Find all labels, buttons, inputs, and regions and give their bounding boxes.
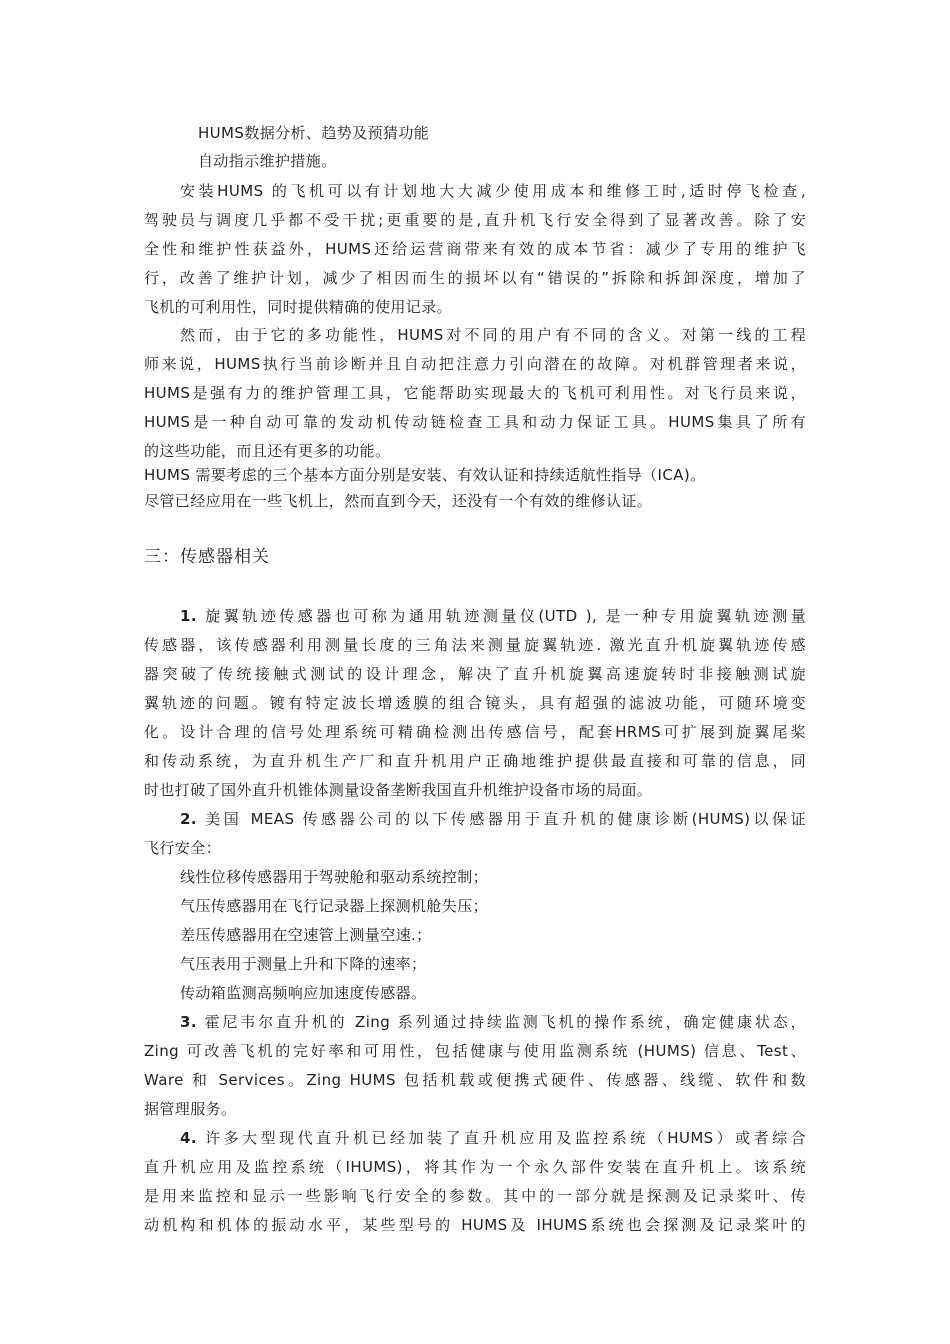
sensor-list-item: 气压表用于测量上升和下降的速率； <box>180 955 427 973</box>
item4-line: 动机构和机体的振动水平，某些型号的 HUMS及 IHUMS系统也会探测及记录桨叶的 <box>144 1216 806 1234</box>
item2-first-line <box>180 809 806 829</box>
para1-line: 安装HUMS 的飞机可以有计划地大大减少使用成本和维修工时,适时停飞检查, <box>180 182 806 200</box>
item1-first-line <box>180 606 806 626</box>
para1-line: 行，改善了维护计划，减少了相因而生的损坏以有“错误的”拆除和拆卸深度，增加了 <box>144 269 806 287</box>
item4-text: 许多大型现代直升机已经加装了直升机应用及监控系统（HUMS）或者综合 <box>205 1129 807 1147</box>
para2-line: HUMS是强有力的维护管理工具，它能帮助实现最大的飞机可利用性。对飞行员来说， <box>144 384 806 402</box>
para3-line: 尽管已经应用在一些飞机上，然而直到今天，还没有一个有效的维修认证。 <box>144 492 653 510</box>
item4-line: 是用来监控和显示一些影响飞行安全的参数。其中的一部分就是探测及记录桨叶、传 <box>144 1187 806 1205</box>
para1-line: 飞机的可利用性，同时提供精确的使用记录。 <box>144 298 453 316</box>
item1-line: 时也打破了国外直升机锥体测量设备垄断我国直升机维护设备市场的局面。 <box>144 781 653 799</box>
para2-line: 然而，由于它的多功能性，HUMS对不同的用户有不同的含义。对第一线的工程 <box>180 326 806 344</box>
item4-first-line <box>180 1128 806 1148</box>
item3-line: Zing 可改善飞机的完好率和可用性，包括健康与使用监测系统 (HUMS) 信息、Test、 <box>144 1042 806 1060</box>
para2-line: HUMS是一种自动可靠的发动机传动链检查工具和动力保证工具。HUMS集具了所有 <box>144 413 806 431</box>
item4-number: 4. <box>180 1129 197 1147</box>
item1-text: 旋翼轨迹传感器也可称为通用轨迹测量仪(UTD ), 是一种专用旋翼轨迹测量 <box>205 607 806 625</box>
item4-line: 直升机应用及监控系统（IHUMS)，将其作为一个永久部件安装在直升机上。该系统 <box>144 1158 806 1176</box>
para1-line: 全性和维护性获益外，HUMS还给运营商带来有效的成本节省：减少了专用的维护飞 <box>144 240 806 258</box>
item3-line: Ware 和 Services。Zing HUMS 包括机载或便携式硬件、传感器、线缆、软件和数 <box>144 1071 806 1089</box>
item3-number: 3. <box>180 1013 197 1031</box>
item2-text: 美国 MEAS 传感器公司的以下传感器用于直升机的健康诊断(HUMS)以保证 <box>205 810 806 828</box>
bullet-item: 自动指示维护措施。 <box>198 152 337 170</box>
item3-text: 霍尼韦尔直升机的 Zing 系列通过持续监测飞机的操作系统，确定健康状态， <box>204 1013 806 1031</box>
item3-first-line <box>180 1012 806 1032</box>
item1-line: 和传动系统，为直升机生产厂和直升机用户正确地维护提供最直接和可靠的信息，同 <box>144 752 806 770</box>
sensor-list-item: 传动箱监测高频响应加速度传感器。 <box>180 984 427 1002</box>
para2-line: 的这些功能，而且还有更多的功能。 <box>144 442 391 460</box>
item3-line: 据管理服务。 <box>144 1100 237 1118</box>
para1-line: 驾驶员与调度几乎都不受干扰;更重要的是,直升机飞行安全得到了显著改善。除了安 <box>144 211 806 229</box>
item1-line: 翼轨迹的问题。镀有特定波长增透膜的组合镜头，具有超强的滤波功能，可随环境变 <box>144 694 806 712</box>
item1-line: 化。设计合理的信号处理系统可精确检测出传感信号，配套HRMS可扩展到旋翼尾桨 <box>144 723 806 741</box>
section-heading: 三：传感器相关 <box>144 547 270 567</box>
sensor-list-item: 差压传感器用在空速管上测量空速.； <box>180 926 432 944</box>
para2-line: 师来说，HUMS执行当前诊断并且自动把注意力引向潜在的故障。对机群管理者来说， <box>144 355 806 373</box>
item2-number: 2. <box>180 810 197 828</box>
item2-line: 飞行安全： <box>144 839 222 857</box>
sensor-list-item: 线性位移传感器用于驾驶舱和驱动系统控制； <box>180 868 489 886</box>
bullet-title: HUMS数据分析、趋势及预猜功能 <box>198 124 430 142</box>
item1-number: 1. <box>180 607 197 625</box>
para3-line: HUMS 需要考虑的三个基本方面分别是安装、有效认证和持续适航性指导（ICA)。 <box>144 466 706 484</box>
sensor-list-item: 气压传感器用在飞行记录器上探测机舱失压； <box>180 897 489 915</box>
item1-line: 器突破了传统接触式测试的设计理念，解决了直升机旋翼高速旋转时非接触测试旋 <box>144 665 806 683</box>
item1-line: 传感器，该传感器利用测量长度的三角法来测量旋翼轨迹. 激光直升机旋翼轨迹传感 <box>144 636 806 654</box>
